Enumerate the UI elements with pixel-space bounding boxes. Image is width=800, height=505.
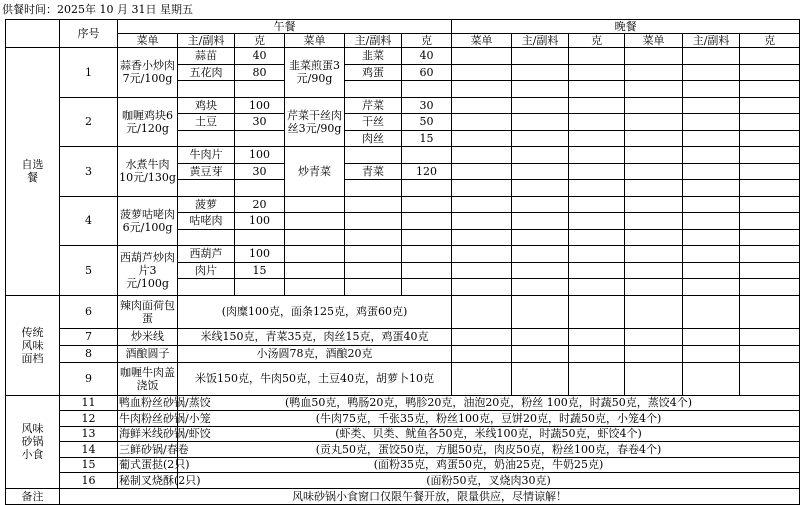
empty-cell (625, 213, 683, 230)
empty-cell (625, 246, 683, 263)
ingredient-grams (235, 81, 285, 98)
empty-cell (740, 262, 800, 279)
empty-cell (569, 97, 625, 114)
empty-cell (402, 196, 452, 213)
column-header-dish: 菜单 (625, 34, 683, 48)
row-number: 15 (60, 457, 118, 473)
empty-cell (740, 246, 800, 263)
empty-cell (740, 345, 800, 362)
row-number: 4 (60, 196, 118, 246)
empty-cell (452, 246, 512, 263)
remark-label: 备注 (6, 488, 60, 504)
empty-cell (740, 147, 800, 164)
ingredient-grams (235, 180, 285, 197)
ingredient-grams (402, 180, 452, 197)
empty-cell (512, 279, 569, 296)
empty-cell (625, 97, 683, 114)
empty-cell (569, 163, 625, 180)
empty-cell (452, 180, 512, 197)
ingredient-grams: 100 (235, 97, 285, 114)
empty-cell (569, 328, 625, 345)
dish-detail: (虾类、贝类、鱿鱼各50克，米线100克，时蔬50克，虾饺4个) (178, 426, 800, 442)
empty-cell (569, 81, 625, 98)
ingredient-grams (402, 81, 452, 98)
ingredient-name (178, 130, 235, 147)
row-number: 8 (60, 345, 118, 362)
dish-name: 秘制叉烧酥(2只) (119, 473, 201, 487)
ingredient-grams: 15 (235, 262, 285, 279)
table-row (6, 426, 800, 442)
ingredient-grams (235, 229, 285, 246)
empty-cell (683, 328, 740, 345)
empty-cell (452, 147, 512, 164)
ingredient-name: 蒜苗 (178, 48, 235, 65)
ingredient-name (345, 180, 402, 197)
empty-cell (402, 213, 452, 230)
empty-cell (625, 362, 683, 395)
ingredient-name: 肉丝 (345, 130, 402, 147)
empty-cell (452, 345, 512, 362)
table-row (6, 20, 800, 34)
ingredient-grams (235, 279, 285, 296)
empty-cell (625, 180, 683, 197)
table-row (6, 473, 800, 489)
empty-cell (740, 328, 800, 345)
dish-detail: (贡丸50克，蛋饺50克，方腿50克，肉皮50克，粉丝100克，春卷4个) (178, 442, 800, 458)
ingredient-grams: 40 (402, 48, 452, 65)
table-row (6, 328, 800, 345)
empty-cell (452, 114, 512, 131)
section-traditional: 传统风味面档 (6, 295, 60, 395)
column-header-gram: 克 (740, 34, 800, 48)
empty-cell (740, 229, 800, 246)
empty-cell (569, 130, 625, 147)
empty-cell (285, 229, 345, 246)
empty-cell (625, 130, 683, 147)
dish-name: 牛肉粉丝砂锅/小笼 (119, 411, 211, 425)
row-number: 1 (60, 48, 118, 98)
empty-cell (625, 163, 683, 180)
empty-cell (285, 262, 345, 279)
column-header-gram: 克 (402, 34, 452, 48)
empty-cell (345, 246, 402, 263)
empty-cell (569, 213, 625, 230)
empty-cell (345, 196, 402, 213)
table-row (6, 295, 800, 328)
dish-name: 葡式蛋挞(2只) (119, 458, 190, 472)
column-header-gram: 克 (569, 34, 625, 48)
empty-cell (569, 64, 625, 81)
ingredient-grams: 15 (402, 130, 452, 147)
menu-table (5, 19, 800, 505)
ingredient-name: 韭菜 (345, 48, 402, 65)
empty-cell (452, 196, 512, 213)
empty-cell (512, 362, 569, 395)
empty-cell (683, 246, 740, 263)
empty-cell (512, 345, 569, 362)
empty-cell (452, 48, 512, 65)
empty-cell (452, 262, 512, 279)
ingredient-name: 咕咾肉 (178, 213, 235, 230)
empty-cell (740, 295, 800, 328)
empty-cell (402, 246, 452, 263)
empty-cell (569, 180, 625, 197)
empty-cell (452, 229, 512, 246)
empty-cell (740, 279, 800, 296)
empty-cell (402, 262, 452, 279)
dish-name: 蒜香小炒肉7元/100g (118, 48, 178, 98)
dish-name: 辣肉面荷包蛋 (118, 295, 178, 328)
empty-cell (625, 328, 683, 345)
row-number: 16 (60, 473, 118, 489)
dish-name: 海鲜米线砂锅/虾饺 (119, 427, 211, 441)
ingredient-grams (235, 130, 285, 147)
dish-detail: 小汤圆78克，酒酿20克 (178, 345, 452, 362)
ingredient-name (345, 81, 402, 98)
empty-cell (683, 262, 740, 279)
empty-cell (683, 362, 740, 395)
ingredient-grams: 40 (235, 48, 285, 65)
empty-cell (512, 262, 569, 279)
empty-cell (683, 295, 740, 328)
empty-cell (740, 213, 800, 230)
empty-cell (683, 147, 740, 164)
dish-name: 炒米线 (118, 328, 178, 345)
row-number: 12 (60, 411, 118, 427)
table-row (6, 395, 800, 411)
section-claypot: 风味砂锅小食 (6, 395, 60, 488)
table-row (6, 147, 800, 164)
ingredient-grams: 60 (402, 64, 452, 81)
ingredient-name: 青菜 (345, 163, 402, 180)
dish-name: 菠萝咕咾肉6元/100g (118, 196, 178, 246)
empty-cell (452, 295, 512, 328)
empty-cell (452, 279, 512, 296)
column-header-dish: 菜单 (118, 34, 178, 48)
ingredient-grams: 50 (402, 114, 452, 131)
empty-cell (512, 130, 569, 147)
ingredient-name: 五花肉 (178, 64, 235, 81)
row-number: 11 (60, 395, 118, 411)
table-row (6, 362, 800, 395)
row-number: 7 (60, 328, 118, 345)
empty-cell (452, 130, 512, 147)
ingredient-grams: 80 (235, 64, 285, 81)
empty-cell (569, 114, 625, 131)
remark-text: 风味砂锅小食窗口仅限午餐开放，限量供应，尽情谅解！ (60, 488, 800, 504)
dish-name: 西葫芦炒肉片3元/100g (118, 246, 178, 296)
empty-cell (569, 262, 625, 279)
ingredient-grams: 100 (235, 147, 285, 164)
empty-cell (285, 279, 345, 296)
column-header-dish: 菜单 (452, 34, 512, 48)
ingredient-grams: 30 (235, 114, 285, 131)
empty-cell (512, 147, 569, 164)
empty-cell (569, 246, 625, 263)
dish-detail: (面粉35克，鸡蛋50克，奶油25克，牛奶25克) (178, 457, 800, 473)
dish-detail: (肉糜100克，面条125克，鸡蛋60克) (178, 295, 452, 328)
empty-cell (683, 48, 740, 65)
ingredient-grams: 20 (235, 196, 285, 213)
seq-header: 序号 (60, 20, 118, 48)
dish-name: 咖喱鸡块6元/120g (118, 97, 178, 147)
ingredient-name (178, 180, 235, 197)
dish-detail: 米线150克，青菜35克，肉丝15克，鸡蛋40克 (178, 328, 452, 345)
empty-cell (512, 48, 569, 65)
table-row (6, 411, 800, 427)
table-row (6, 34, 800, 48)
corner-cell (6, 20, 60, 48)
empty-cell (512, 163, 569, 180)
dish-detail: (面粉50克，叉烧肉30克) (178, 473, 800, 489)
empty-cell (625, 196, 683, 213)
empty-cell (625, 345, 683, 362)
empty-cell (569, 295, 625, 328)
ingredient-name: 鸡蛋 (345, 64, 402, 81)
empty-cell (452, 81, 512, 98)
empty-cell (683, 114, 740, 131)
row-number: 14 (60, 442, 118, 458)
empty-cell (512, 213, 569, 230)
table-row (6, 48, 800, 65)
empty-cell (452, 328, 512, 345)
empty-cell (740, 362, 800, 395)
column-header-ingredient: 主/副料 (178, 34, 235, 48)
ingredient-name: 芹菜 (345, 97, 402, 114)
dish-name: 酒酿圆子 (118, 345, 178, 362)
empty-cell (512, 196, 569, 213)
empty-cell (683, 81, 740, 98)
section-self-select: 自选餐 (6, 48, 60, 296)
empty-cell (683, 64, 740, 81)
ingredient-name: 牛肉片 (178, 147, 235, 164)
empty-cell (345, 213, 402, 230)
empty-cell (740, 163, 800, 180)
column-header-ingredient: 主/副料 (512, 34, 569, 48)
row-number: 6 (60, 295, 118, 328)
empty-cell (625, 295, 683, 328)
ingredient-grams (402, 147, 452, 164)
ingredient-name (178, 279, 235, 296)
empty-cell (345, 262, 402, 279)
ingredient-grams: 100 (235, 213, 285, 230)
row-number: 2 (60, 97, 118, 147)
empty-cell (452, 213, 512, 230)
dish-name: 炒青菜 (285, 147, 345, 197)
empty-cell (402, 229, 452, 246)
ingredient-name: 鸡块 (178, 97, 235, 114)
empty-cell (625, 114, 683, 131)
empty-cell (285, 246, 345, 263)
empty-cell (569, 345, 625, 362)
empty-cell (512, 180, 569, 197)
row-number: 3 (60, 147, 118, 197)
empty-cell (512, 114, 569, 131)
dish-detail: 米饭150克，牛肉50克，土豆40克，胡萝卜10克 (178, 362, 452, 395)
empty-cell (625, 279, 683, 296)
empty-cell (452, 97, 512, 114)
empty-cell (740, 114, 800, 131)
table-row (6, 457, 800, 473)
dish-name: 咖喱牛肉盖浇饭 (118, 362, 178, 395)
row-number: 5 (60, 246, 118, 296)
ingredient-name: 肉片 (178, 262, 235, 279)
empty-cell (512, 295, 569, 328)
ingredient-name: 土豆 (178, 114, 235, 131)
column-header-dish: 菜单 (285, 34, 345, 48)
ingredient-name: 黄豆芽 (178, 163, 235, 180)
empty-cell (512, 229, 569, 246)
empty-cell (740, 48, 800, 65)
ingredient-grams: 30 (235, 163, 285, 180)
empty-cell (452, 64, 512, 81)
table-row (6, 345, 800, 362)
empty-cell (569, 48, 625, 65)
empty-cell (683, 130, 740, 147)
empty-cell (345, 229, 402, 246)
empty-cell (569, 196, 625, 213)
empty-cell (740, 64, 800, 81)
empty-cell (683, 279, 740, 296)
empty-cell (285, 213, 345, 230)
ingredient-name: 菠萝 (178, 196, 235, 213)
lunch-header: 午餐 (118, 20, 452, 34)
table-row (6, 97, 800, 114)
empty-cell (625, 147, 683, 164)
ingredient-name (178, 229, 235, 246)
ingredient-name: 干丝 (345, 114, 402, 131)
empty-cell (740, 81, 800, 98)
empty-cell (683, 97, 740, 114)
empty-cell (683, 180, 740, 197)
table-row (6, 442, 800, 458)
empty-cell (512, 97, 569, 114)
empty-cell (569, 229, 625, 246)
ingredient-grams: 120 (402, 163, 452, 180)
empty-cell (512, 64, 569, 81)
dinner-header: 晚餐 (452, 20, 800, 34)
ingredient-grams: 30 (402, 97, 452, 114)
column-header-ingredient: 主/副料 (683, 34, 740, 48)
empty-cell (512, 246, 569, 263)
empty-cell (683, 213, 740, 230)
dish-name: 芹菜干丝肉丝3元/90g (285, 97, 345, 147)
table-row (6, 246, 800, 263)
empty-cell (345, 279, 402, 296)
empty-cell (569, 279, 625, 296)
row-number: 9 (60, 362, 118, 395)
dish-detail: (鸭血50克，鸭肠20克，鸭胗20克，油泡20克，粉丝 100克，时蔬50克，蒸饺4个) (178, 395, 800, 411)
empty-cell (683, 229, 740, 246)
empty-cell (569, 362, 625, 395)
empty-cell (512, 81, 569, 98)
empty-cell (625, 81, 683, 98)
empty-cell (625, 229, 683, 246)
column-header-ingredient: 主/副料 (345, 34, 402, 48)
empty-cell (740, 97, 800, 114)
table-row (6, 196, 800, 213)
ingredient-grams: 100 (235, 246, 285, 263)
empty-cell (740, 130, 800, 147)
empty-cell (285, 196, 345, 213)
empty-cell (683, 196, 740, 213)
service-date-header: 供餐时间：2025年 10 月 31日 星期五 (2, 3, 193, 16)
empty-cell (625, 262, 683, 279)
empty-cell (683, 345, 740, 362)
table-row (6, 488, 800, 504)
dish-name: 鸭血粉丝砂锅/蒸饺 (119, 396, 211, 410)
empty-cell (452, 163, 512, 180)
ingredient-name (178, 81, 235, 98)
column-header-gram: 克 (235, 34, 285, 48)
empty-cell (625, 64, 683, 81)
row-number: 13 (60, 426, 118, 442)
empty-cell (569, 147, 625, 164)
dish-name: 韭菜煎蛋3元/90g (285, 48, 345, 98)
empty-cell (740, 196, 800, 213)
empty-cell (740, 180, 800, 197)
empty-cell (683, 163, 740, 180)
ingredient-name (345, 147, 402, 164)
empty-cell (402, 279, 452, 296)
dish-name: 三鲜砂锅/春卷 (119, 442, 189, 456)
dish-name: 水煮牛肉10元/130g (118, 147, 178, 197)
empty-cell (452, 362, 512, 395)
empty-cell (625, 48, 683, 65)
dish-detail: (牛肉75克，千张35克，粉丝100克，豆饼20克，时蔬50克，小笼4个) (178, 411, 800, 427)
empty-cell (512, 328, 569, 345)
ingredient-name: 西葫芦 (178, 246, 235, 263)
